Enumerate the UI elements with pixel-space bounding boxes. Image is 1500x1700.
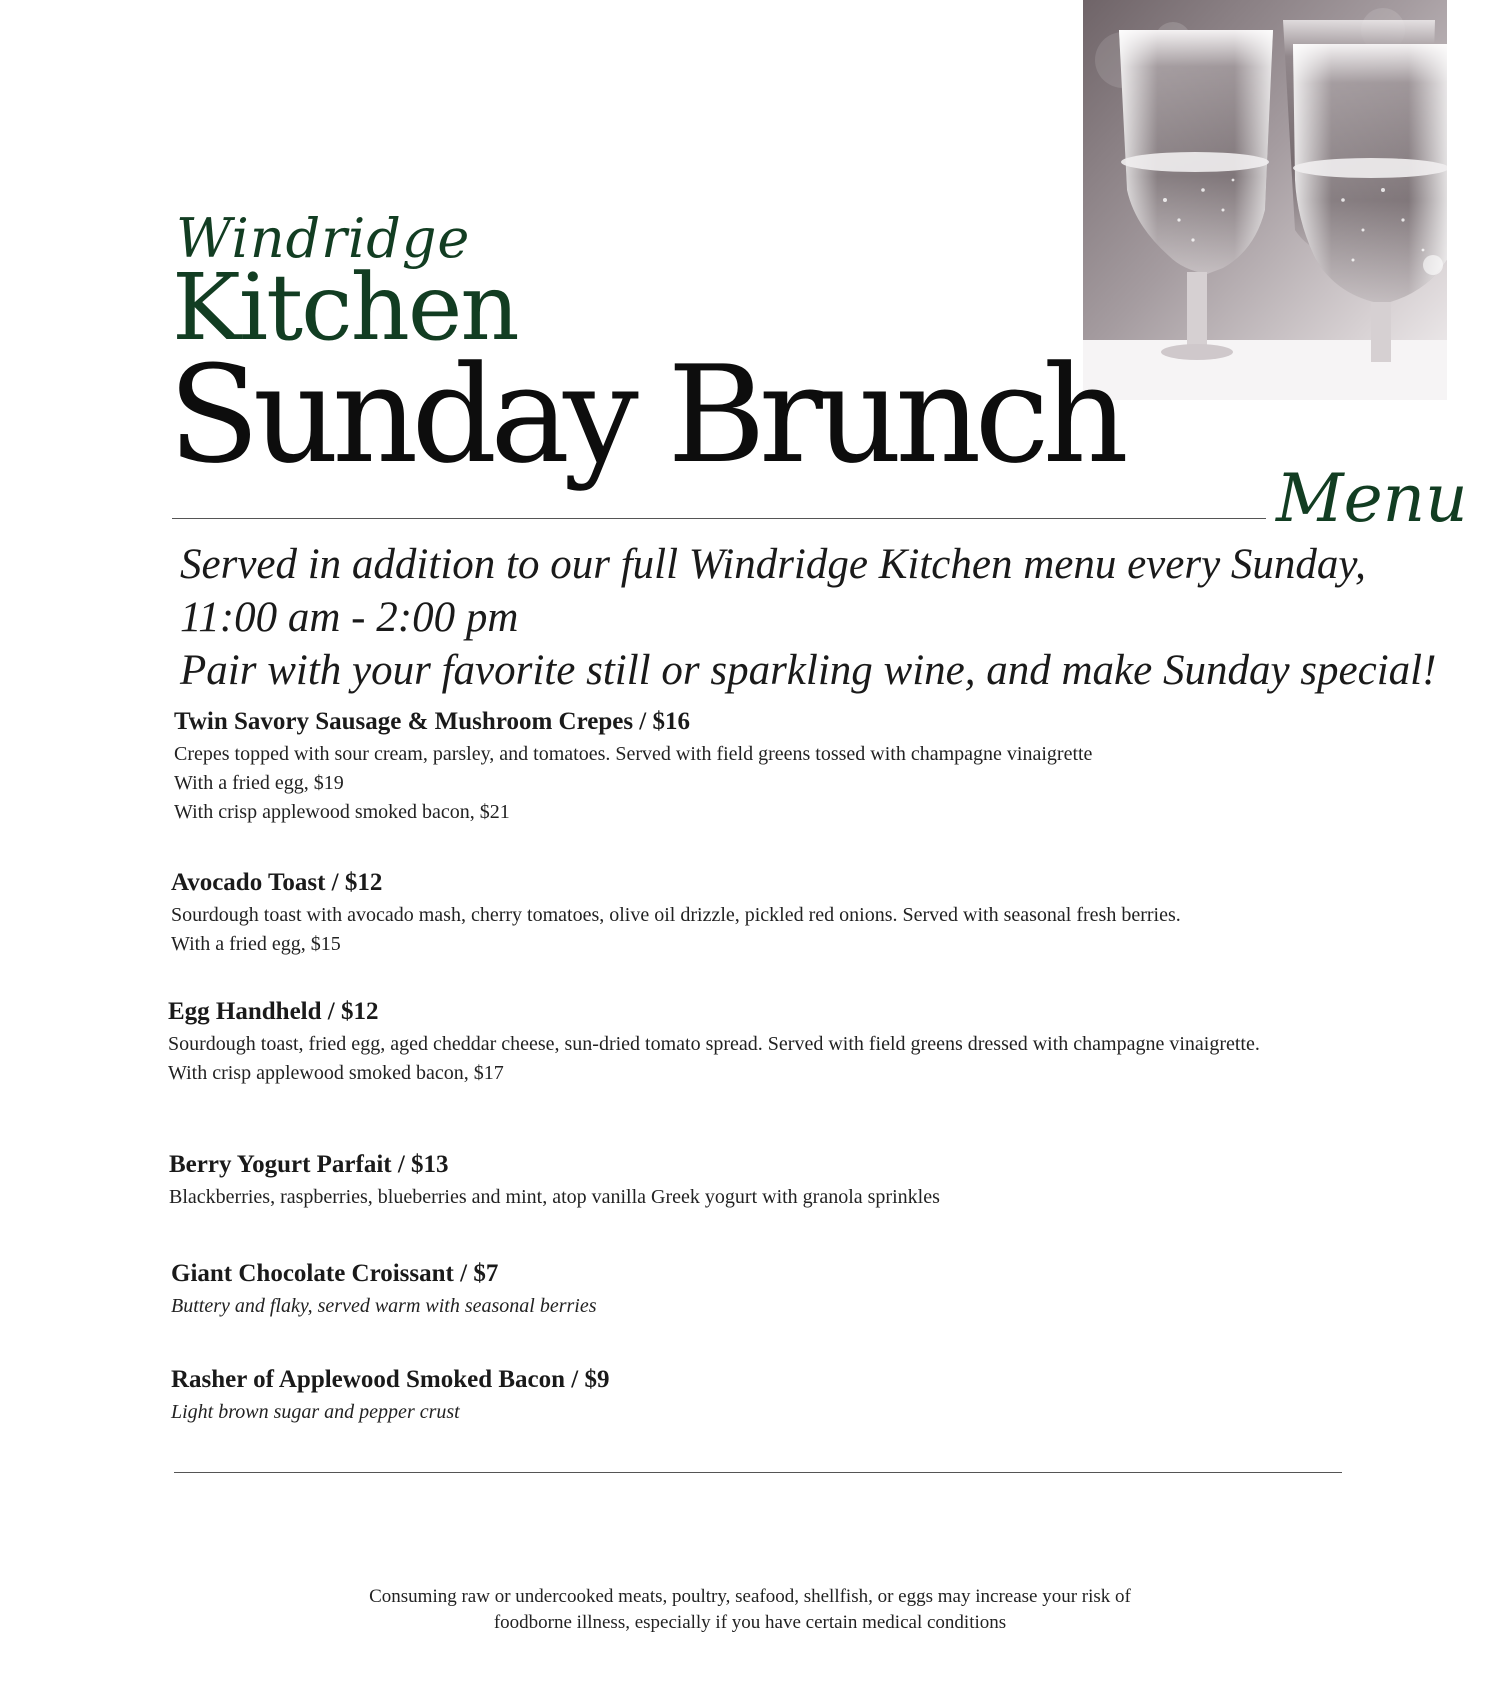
intro-line: 11:00 am - 2:00 pm <box>180 594 519 641</box>
intro-text <box>180 538 1480 697</box>
disclaimer-line: foodborne illness, especially if you have certain medical conditions <box>493 1612 1007 1633</box>
menu-item-description: Crepes topped with sour cream, parsley, and tomatoes. Served with field greens tossed with champagne vinaigrette <box>174 743 1093 765</box>
menu-item-bacon <box>171 1365 1421 1427</box>
menu-item-name: Avocado Toast / $12 <box>171 869 383 896</box>
menu-item-name: Egg Handheld / $12 <box>168 998 379 1025</box>
menu-item-addon: With a fried egg, $15 <box>171 933 341 955</box>
menu-item-addon: With a fried egg, $19 <box>174 772 344 794</box>
menu-item-parfait <box>169 1150 1419 1212</box>
menu-item-description: Buttery and flaky, served warm with seasonal berries <box>171 1295 597 1317</box>
health-disclaimer <box>250 1584 1250 1636</box>
page-title: Sunday Brunch <box>168 337 1122 493</box>
menu-label: Menu <box>1276 460 1468 537</box>
menu-item-description: Sourdough toast with avocado mash, cherry tomatoes, olive oil drizzle, pickled red onions. Served with seasonal fresh berries. <box>171 904 1181 926</box>
menu-item-egg-handheld <box>168 997 1418 1088</box>
intro-line: Served in addition to our full Windridge Kitchen menu every Sunday, <box>180 541 1366 588</box>
menu-item-name: Twin Savory Sausage & Mushroom Crepes / $16 <box>174 708 691 735</box>
menu-item-croissant <box>171 1259 1421 1321</box>
disclaimer-line: Consuming raw or undercooked meats, poultry, seafood, shellfish, or eggs may increase your risk of <box>369 1586 1131 1607</box>
brand-name-main: Kitchen <box>172 254 518 361</box>
menu-item-avocado-toast <box>171 868 1421 959</box>
menu-item-addon: With crisp applewood smoked bacon, $21 <box>174 801 510 823</box>
intro-line: Pair with your favorite still or sparkling wine, and make Sunday special! <box>180 647 1437 694</box>
brand-name-top: Windridge <box>176 207 471 270</box>
menu-item-name: Rasher of Applewood Smoked Bacon / $9 <box>171 1366 610 1393</box>
menu-item-crepes <box>174 707 1424 827</box>
menu-item-name: Giant Chocolate Croissant / $7 <box>171 1260 499 1287</box>
footer-divider <box>174 1472 1342 1473</box>
champagne-glasses-image <box>1083 0 1447 400</box>
menu-item-name: Berry Yogurt Parfait / $13 <box>169 1151 449 1178</box>
menu-item-description: Sourdough toast, fried egg, aged cheddar cheese, sun-dried tomato spread. Served with field greens dressed with champagne vinaigrette. <box>168 1033 1260 1055</box>
menu-item-addon: With crisp applewood smoked bacon, $17 <box>168 1062 504 1084</box>
menu-item-description: Blackberries, raspberries, blueberries and mint, atop vanilla Greek yogurt with granola sprinkles <box>169 1186 940 1208</box>
header-divider <box>172 518 1266 519</box>
menu-item-description: Light brown sugar and pepper crust <box>171 1401 460 1423</box>
